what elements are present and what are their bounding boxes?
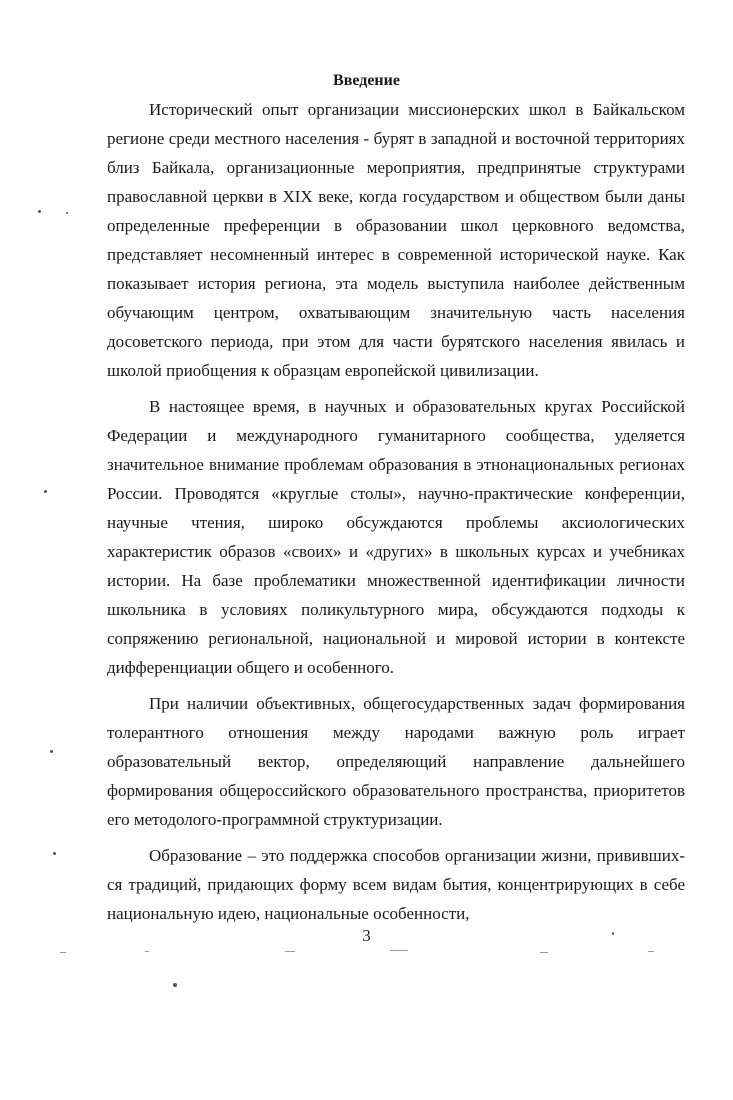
scan-speck bbox=[173, 983, 177, 987]
scan-line bbox=[540, 952, 548, 953]
scan-speck bbox=[38, 210, 41, 213]
scan-speck bbox=[53, 852, 56, 855]
paragraph-1: Исторический опыт организации миссионерских школ в Байкальском регионе среди местного населения - бурят в западной и восточной территориях близ Байкала, организационные мероприятия, предпринятые структурами православной церкви в XIX веке, когда государством и обществом были даны определенные преференции в образовании школ церковного ведомства, представляет несомненный интерес в современной исторической науке. Как показывает история региона, эта модель выступила наиболее действенным обучающим центром, охватывающим значительную часть населения досоветского периода, при этом для части бурятского населения явилась и школой приобщения к образцам европейской цивилизации. bbox=[107, 100, 685, 380]
body-text bbox=[107, 95, 685, 928]
scan-speck bbox=[50, 750, 53, 753]
scan-line bbox=[285, 951, 295, 952]
scan-speck bbox=[612, 932, 614, 935]
scan-line bbox=[648, 951, 654, 952]
scan-speck bbox=[66, 212, 68, 214]
section-heading: Введение bbox=[333, 72, 400, 89]
scan-line bbox=[145, 951, 149, 952]
scan-line bbox=[390, 950, 408, 951]
paragraph-4: Образование – это поддержка способов организации жизни, привившихся традиций, придающих форму всем видам бытия, концентрирующих в себе национальную идею, национальные особенности, bbox=[107, 846, 685, 923]
page-number: 3 bbox=[362, 926, 371, 945]
scan-line bbox=[60, 952, 66, 953]
paragraph-2: В настоящее время, в научных и образовательных кругах Российской Федерации и международного гуманитарного сообщества, уделяется значительное внимание проблемам образования в этнонациональных регионах России. Проводятся «круглые столы», научно-практические конференции, научные чтения, широко обсуждаются проблемы аксиологических характеристик образов «своих» и «других» в школьных курсах и учебниках истории. На базе проблематики множественной идентификации личности школьника в условиях поликультурного мира, обсуждаются подходы к сопряжению региональной, национальной и мировой истории в контексте дифференциации общего и особенного. bbox=[107, 397, 685, 677]
scan-speck bbox=[44, 490, 47, 493]
paragraph-3: При наличии объективных, общегосударственных задач формирования толерантного отношения между народами важную роль играет образовательный вектор, определяющий направление дальнейшего формирования общероссийского образовательного пространства, приоритетов его методолого-программной структуризации. bbox=[107, 694, 685, 829]
